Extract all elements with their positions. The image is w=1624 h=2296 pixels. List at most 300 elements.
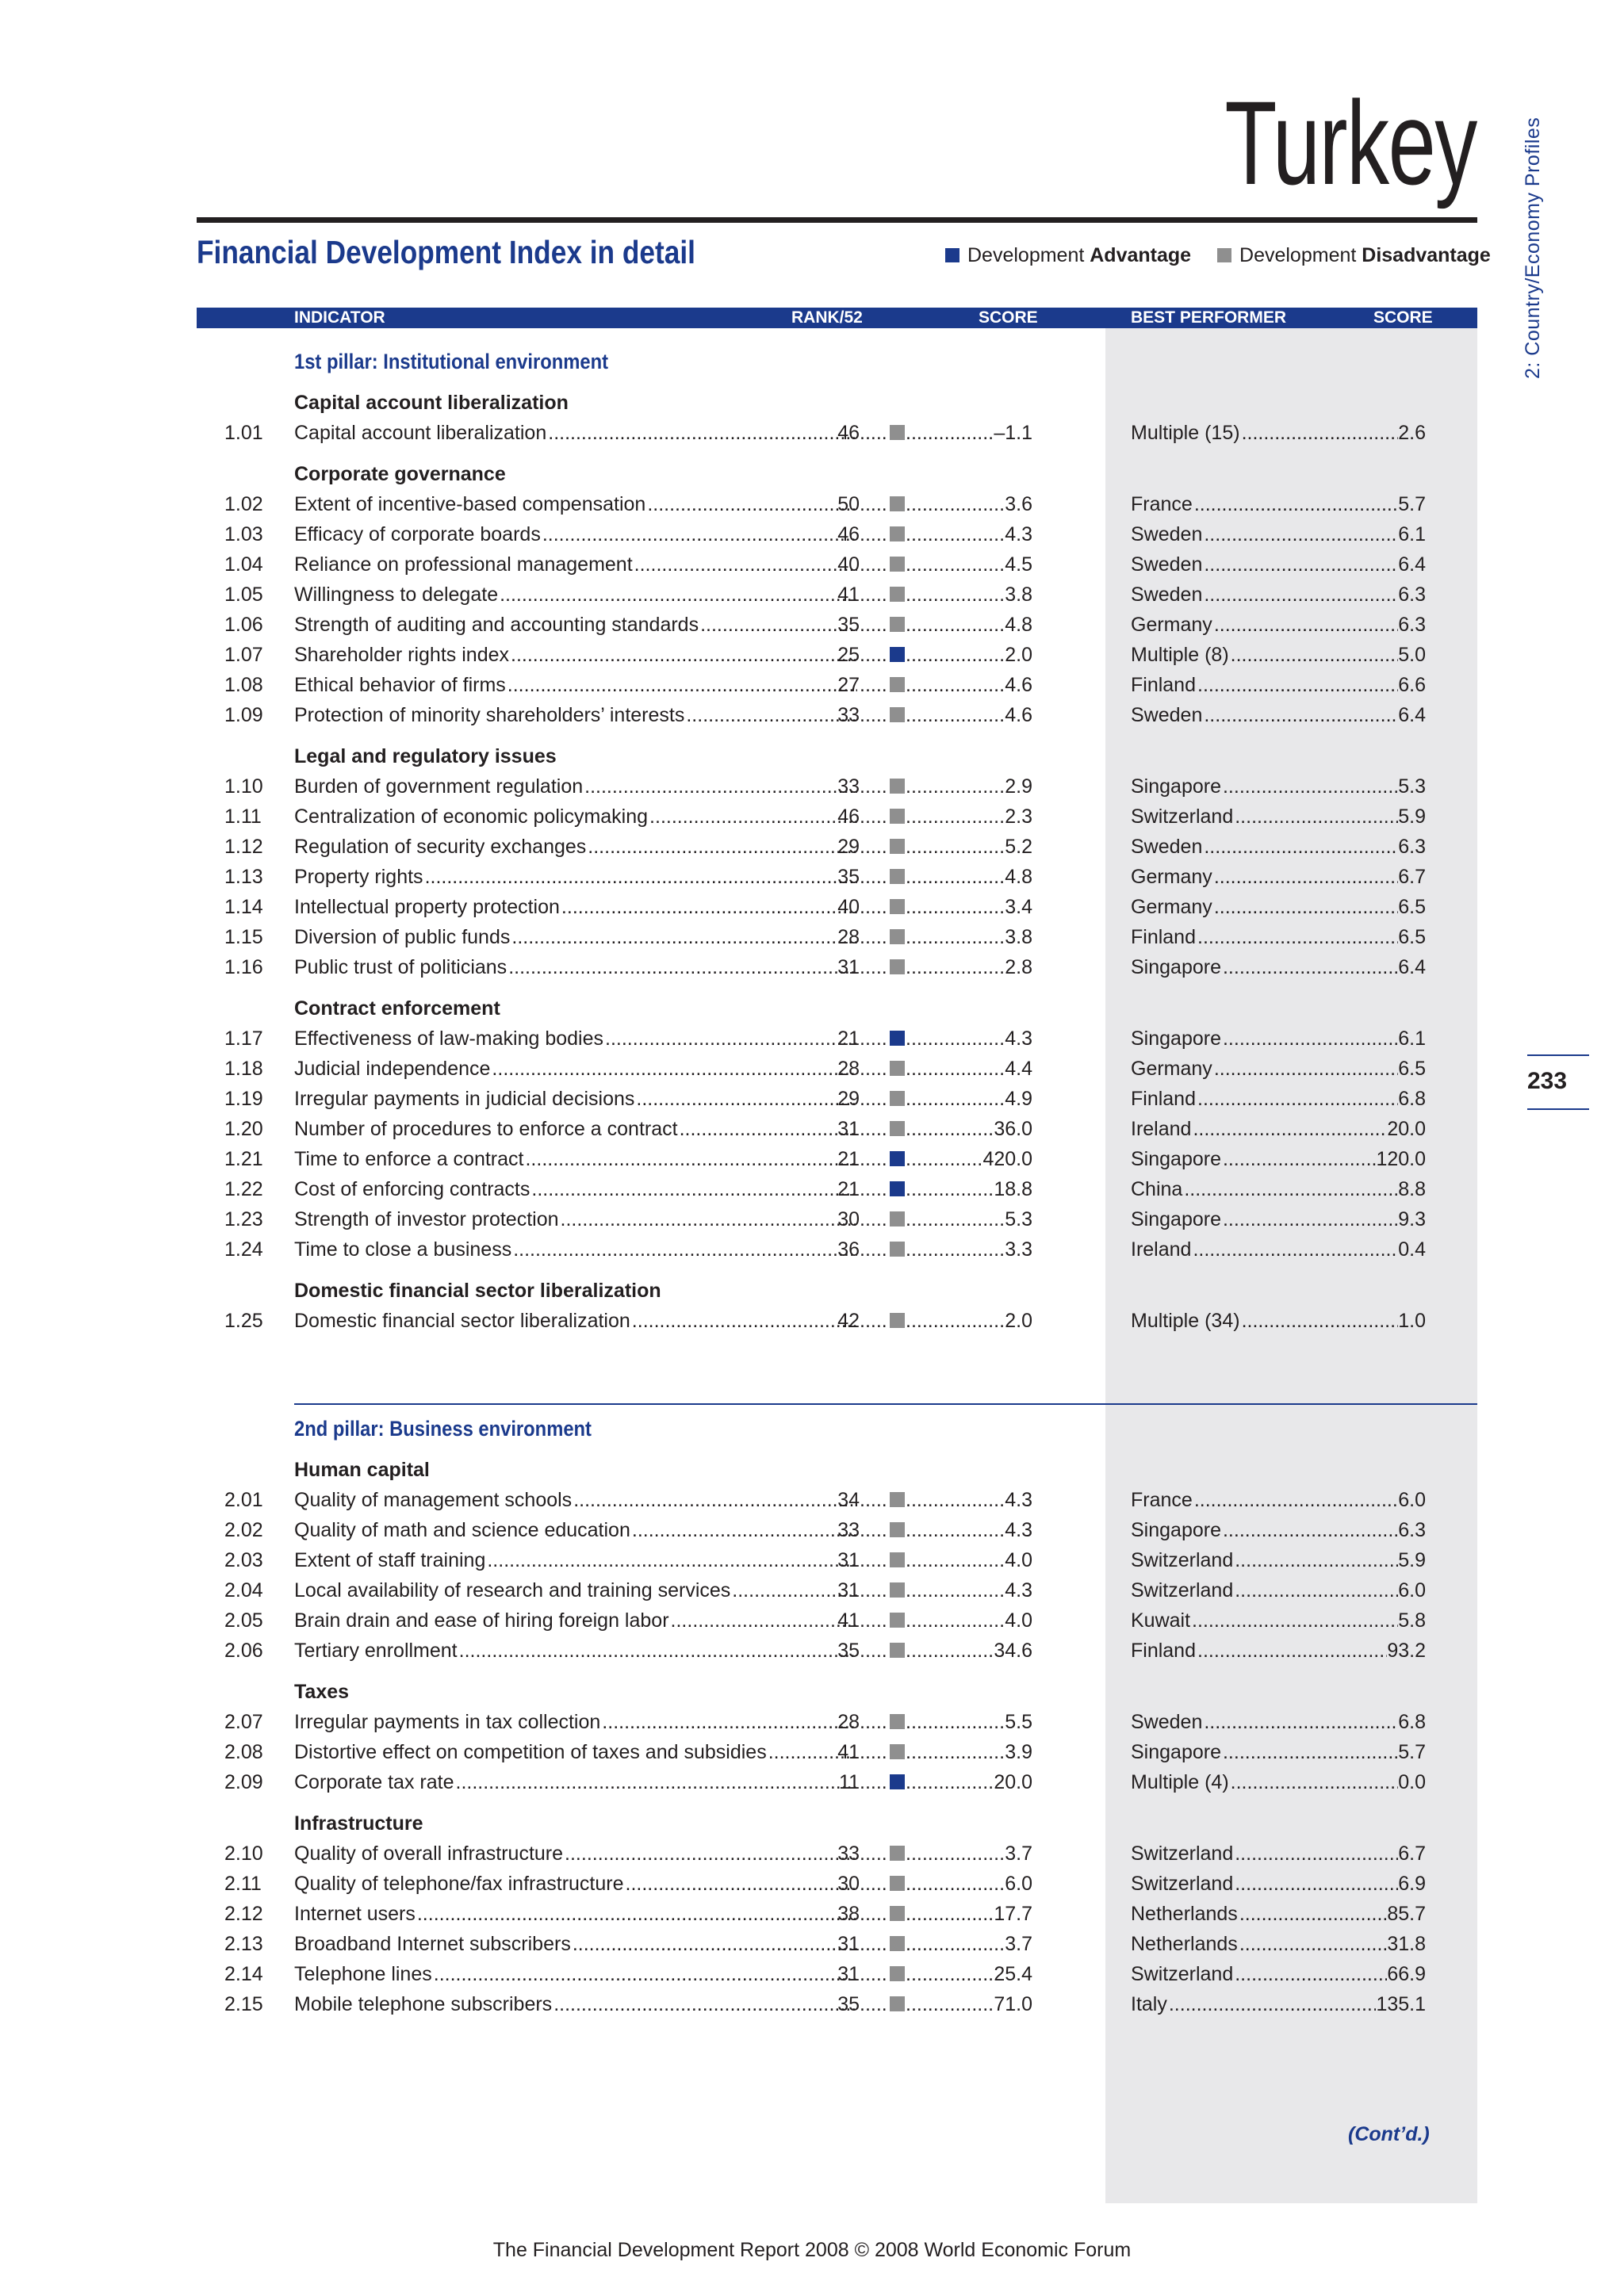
best-performer-score: 6.3 [1398,1519,1426,1541]
dot-leader [906,1546,1005,1575]
rank-value: 41 [837,584,860,606]
pillar-title: 1st pillar: Institutional environment [294,350,609,373]
dot-leader [1223,1738,1398,1766]
best-performer-name: Sweden [1131,704,1203,726]
country-title: Turkey [1224,76,1477,209]
best-performer-cell [1131,490,1426,519]
dot-leader [860,772,888,801]
disadvantage-square-icon [890,425,905,440]
dot-leader [860,832,888,861]
dot-leader [1235,1576,1398,1605]
best-performer-name: Sweden [1131,1711,1203,1733]
indicator-label: Local availability of research and training services [294,1579,731,1601]
indicator-number: 2.02 [224,1519,263,1541]
dot-leader [860,520,888,549]
indicator-label: Protection of minority shareholders’ interests [294,704,685,726]
best-performer-name: France [1131,1489,1193,1511]
indicator-label-leader [294,610,857,639]
dot-leader [573,1930,857,1958]
dot-leader [511,641,857,669]
table-row [0,1235,1624,1264]
indicator-label: Intellectual property protection [294,896,560,918]
dot-leader [605,1024,857,1053]
indicator-number: 1.21 [224,1148,263,1170]
indicator-number: 1.03 [224,523,263,545]
score-cell [906,863,1032,891]
score-value: 3.7 [1005,1843,1032,1865]
dot-leader [456,1768,858,1797]
best-performer-name: Singapore [1131,956,1221,978]
best-performer-cell [1131,1145,1426,1173]
rank-value: 21 [837,1148,860,1170]
best-performer-cell [1131,1576,1426,1605]
page-footer: The Financial Development Report 2008 © 2008 World Economic Forum [492,2239,1132,2261]
best-performer-cell [1131,1024,1426,1053]
table-row [0,1636,1624,1665]
best-performer-name: Finland [1131,926,1196,948]
best-performer-cell [1131,671,1426,699]
best-performer-cell [1131,419,1426,447]
best-performer-name: Singapore [1131,775,1221,798]
best-performer-name: Finland [1131,1640,1196,1662]
indicator-label: Shareholder rights index [294,644,509,666]
dot-leader [906,580,1005,609]
rank-value: 31 [837,1579,860,1601]
score-value: 6.0 [1005,1873,1032,1895]
best-performer-score: 6.4 [1398,553,1426,576]
best-performer-cell [1131,1869,1426,1898]
best-performer-score: 8.8 [1398,1178,1426,1200]
best-performer-cell [1131,1205,1426,1234]
score-value: 3.9 [1005,1741,1032,1763]
col-score: SCORE [979,308,1038,327]
group-title: Taxes [294,1681,350,1703]
indicator-label-leader [294,520,857,549]
dot-leader [860,1900,888,1928]
best-performer-score: 5.0 [1398,644,1426,666]
dot-leader [1184,1175,1398,1203]
indicator-number: 2.06 [224,1640,263,1662]
dot-leader [906,671,1005,699]
dot-leader [860,419,888,447]
dot-leader [860,1768,888,1797]
dot-leader [459,1636,857,1665]
dot-leader [906,802,1005,831]
best-performer-cell [1131,953,1426,982]
indicator-number: 2.03 [224,1549,263,1571]
disadvantage-square-icon [890,869,905,884]
dot-leader [906,1307,1005,1335]
best-performer-name: Switzerland [1131,1963,1234,1985]
indicator-label: Number of procedures to enforce a contract [294,1118,678,1140]
dot-leader [860,1516,888,1544]
best-performer-score: 6.0 [1398,1579,1426,1601]
dot-leader [906,490,1005,519]
best-performer-name: Germany [1131,896,1212,918]
dot-leader [860,1606,888,1635]
dot-leader [1204,580,1398,609]
dot-leader [1192,1606,1398,1635]
best-performer-name: Singapore [1131,1148,1221,1170]
rank-value: 30 [837,1873,860,1895]
best-performer-score: 5.9 [1398,1549,1426,1571]
best-performer-score: 6.1 [1398,1027,1426,1050]
group-title: Legal and regulatory issues [294,745,557,767]
indicator-label-leader [294,1960,857,1988]
indicator-label-leader [294,1205,857,1234]
table-row [0,1606,1624,1635]
dot-leader [906,772,1005,801]
indicator-label-leader [294,671,857,699]
indicator-label: Irregular payments in tax collection [294,1711,601,1733]
table-row [0,1768,1624,1797]
indicator-number: 1.22 [224,1178,263,1200]
dot-leader [588,832,857,861]
dot-leader [906,1606,1005,1635]
best-performer-name: Switzerland [1131,1873,1234,1895]
best-performer-cell [1131,1960,1426,1988]
table-row [0,1546,1624,1575]
score-cell [906,1930,1032,1958]
dot-leader [860,1869,888,1898]
indicator-label: Domestic financial sector liberalization [294,1310,630,1332]
score-cell [906,1115,1032,1143]
score-cell [906,1606,1032,1635]
disadvantage-square-icon [890,1091,905,1106]
score-value: 4.3 [1005,1489,1032,1511]
score-value: 5.3 [1005,1208,1032,1230]
disadvantage-square-icon [890,929,905,944]
score-cell [906,641,1032,669]
dot-leader [1231,1768,1399,1797]
dot-leader [1223,1516,1398,1544]
dot-leader [860,1636,888,1665]
indicator-number: 1.24 [224,1238,263,1261]
score-cell [906,1576,1032,1605]
dot-leader [487,1546,857,1575]
best-performer-name: France [1131,493,1193,515]
indicator-label-leader [294,1054,857,1083]
indicator-label-leader [294,1990,857,2019]
pillar-title: 2nd pillar: Business environment [294,1417,592,1441]
indicator-label: Internet users [294,1903,416,1925]
indicator-label: Time to close a business [294,1238,512,1261]
best-performer-name: Germany [1131,1058,1212,1080]
table-row [0,1115,1624,1143]
indicator-label-leader [294,1576,857,1605]
score-cell [906,1900,1032,1928]
score-cell [906,550,1032,579]
dot-leader [1197,923,1398,951]
disadvantage-square-icon [890,1242,905,1257]
table-row [0,1085,1624,1113]
best-performer-cell [1131,832,1426,861]
score-cell [906,1768,1032,1797]
dot-leader [508,671,857,699]
rank-value: 29 [837,836,860,858]
score-value: 71.0 [994,1993,1032,2015]
rank-value: 33 [837,775,860,798]
dot-leader [634,550,857,579]
disadvantage-square-icon [890,1876,905,1891]
indicator-number: 1.20 [224,1118,263,1140]
dot-leader [1223,1145,1376,1173]
best-performer-score: 1.0 [1398,1310,1426,1332]
best-performer-name: Netherlands [1131,1933,1238,1955]
best-performer-name: Singapore [1131,1027,1221,1050]
indicator-label-leader [294,1115,857,1143]
best-performer-score: 5.9 [1398,806,1426,828]
indicator-number: 1.05 [224,584,263,606]
group-title: Infrastructure [294,1812,423,1835]
score-value: 2.0 [1005,1310,1032,1332]
best-performer-cell [1131,1307,1426,1335]
indicator-number: 1.13 [224,866,263,888]
disadvantage-square-icon [890,1714,905,1729]
rank-value: 27 [837,674,860,696]
disadvantage-square-icon [890,1966,905,1981]
best-performer-name: Singapore [1131,1741,1221,1763]
dot-leader [860,701,888,729]
best-performer-cell [1131,1175,1426,1203]
best-performer-name: Sweden [1131,553,1203,576]
dot-leader [860,1576,888,1605]
best-performer-name: Switzerland [1131,806,1234,828]
best-performer-name: China [1131,1178,1183,1200]
group-title: Corporate governance [294,463,506,485]
dot-leader [680,1115,857,1143]
indicator-label-leader [294,1900,857,1928]
best-performer-cell [1131,1235,1426,1264]
table-row [0,1869,1624,1898]
best-performer-score: 85.7 [1387,1903,1426,1925]
dot-leader [860,802,888,831]
dot-leader [906,1205,1005,1234]
rank-value: 38 [837,1903,860,1925]
indicator-label-leader [294,580,857,609]
score-cell [906,610,1032,639]
score-value: 4.6 [1005,704,1032,726]
rank-value: 35 [837,866,860,888]
dot-leader [906,953,1005,982]
indicator-label-leader [294,1606,857,1635]
dot-leader [906,893,1005,921]
indicator-label-leader [294,1768,857,1797]
dot-leader [906,1175,994,1203]
dot-leader [860,1708,888,1736]
dot-leader [1242,1307,1399,1335]
disadvantage-square-icon [890,1061,905,1076]
indicator-number: 2.09 [224,1771,263,1793]
table-row [0,1839,1624,1868]
best-performer-cell [1131,1768,1426,1797]
score-cell [906,1516,1032,1544]
table-row [0,490,1624,519]
page-heading: Financial Development Index in detail [197,234,695,270]
indicator-number: 1.18 [224,1058,263,1080]
indicator-label-leader [294,953,857,982]
best-performer-cell [1131,1486,1426,1514]
score-cell [906,1839,1032,1868]
indicator-label: Strength of investor protection [294,1208,559,1230]
indicator-label: Broadband Internet subscribers [294,1933,571,1955]
indicator-label-leader [294,1085,857,1113]
score-cell [906,923,1032,951]
table-row [0,1960,1624,1988]
disadvantage-square-icon [890,1744,905,1759]
dot-leader [860,641,888,669]
best-performer-cell [1131,1738,1426,1766]
disadvantage-square-icon [890,1313,905,1328]
legend [945,242,1511,269]
indicator-number: 2.14 [224,1963,263,1985]
indicator-label-leader [294,772,857,801]
table-row [0,1175,1624,1203]
dot-leader [1223,772,1398,801]
page-number: 233 [1527,1068,1568,1094]
indicator-label: Public trust of politicians [294,956,508,978]
indicator-label: Centralization of economic policymaking [294,806,649,828]
dot-leader [906,1738,1005,1766]
score-value: 2.3 [1005,806,1032,828]
disadvantage-square-icon [890,1211,905,1226]
advantage-square-icon [945,248,959,262]
dot-leader [860,1738,888,1766]
score-value: 34.6 [994,1640,1032,1662]
dot-leader [1204,1708,1398,1736]
best-performer-score: 6.1 [1398,523,1426,545]
best-performer-cell [1131,923,1426,951]
score-value: 420.0 [982,1148,1032,1170]
best-performer-name: Ireland [1131,1238,1192,1261]
dot-leader [1197,671,1398,699]
group-title: Contract enforcement [294,997,500,1020]
best-performer-name: Sweden [1131,584,1203,606]
score-cell [906,893,1032,921]
indicator-label-leader [294,802,857,831]
dot-leader [1204,550,1398,579]
indicator-label-leader [294,1486,857,1514]
table-row [0,1205,1624,1234]
best-performer-score: 5.7 [1398,493,1426,515]
indicator-label: Quality of math and science education [294,1519,630,1541]
section-side-label: 2: Country/Economy Profiles [1522,117,1544,379]
dot-leader [513,1235,857,1264]
indicator-label: Tertiary enrollment [294,1640,458,1662]
dot-leader [1235,1546,1398,1575]
indicator-label: Corporate tax rate [294,1771,454,1793]
table-row [0,1930,1624,1958]
disadvantage-square-icon [890,707,905,722]
dot-leader [649,802,857,831]
dot-leader [1231,641,1399,669]
dot-leader [906,641,1005,669]
best-performer-cell [1131,1930,1426,1958]
score-value: 3.8 [1005,926,1032,948]
indicator-label-leader [294,863,857,891]
indicator-label: Extent of staff training [294,1549,486,1571]
indicator-number: 2.15 [224,1993,263,2015]
best-performer-score: 0.0 [1398,1771,1426,1793]
disadvantage-square-icon [1217,248,1231,262]
rank-value: 28 [837,1711,860,1733]
table-row [0,1024,1624,1053]
score-value: 4.8 [1005,866,1032,888]
score-value: 3.7 [1005,1933,1032,1955]
score-cell [906,1235,1032,1264]
dot-leader [1223,953,1398,982]
dot-leader [434,1960,857,1988]
indicator-number: 1.14 [224,896,263,918]
score-cell [906,1024,1032,1053]
dot-leader [1235,1960,1387,1988]
dot-leader [1193,1115,1387,1143]
rank-value: 33 [837,1519,860,1541]
best-performer-name: Sweden [1131,836,1203,858]
col-rank: RANK/52 [791,308,863,327]
best-performer-name: Singapore [1131,1208,1221,1230]
legend-advantage-prefix: Development [967,244,1090,266]
table-row [0,832,1624,861]
score-value: 4.8 [1005,614,1032,636]
table-row [0,802,1624,831]
dot-leader [1204,832,1398,861]
dot-leader [906,1768,994,1797]
dot-leader [906,1085,1005,1113]
dot-leader [508,953,857,982]
dot-leader [1235,802,1398,831]
table-row [0,1990,1624,2019]
dot-leader [860,1486,888,1514]
best-performer-score: 6.8 [1398,1088,1426,1110]
legend-disadvantage-prefix: Development [1239,244,1362,266]
disadvantage-square-icon [890,899,905,914]
dot-leader [1197,1085,1398,1113]
disadvantage-square-icon [890,1552,905,1567]
advantage-square-icon [890,1774,905,1789]
table-row [0,1054,1624,1083]
dot-leader [860,893,888,921]
rank-value: 33 [837,704,860,726]
best-performer-cell [1131,701,1426,729]
best-performer-cell [1131,1900,1426,1928]
rank-value: 40 [837,896,860,918]
best-performer-name: Switzerland [1131,1549,1234,1571]
score-cell [906,701,1032,729]
indicator-number: 1.17 [224,1027,263,1050]
indicator-number: 1.11 [224,806,262,828]
indicator-label-leader [294,1175,857,1203]
best-performer-cell [1131,893,1426,921]
score-value: 4.3 [1005,1027,1032,1050]
dot-leader [632,1307,857,1335]
best-performer-cell [1131,1839,1426,1868]
dot-leader [860,671,888,699]
score-value: 4.0 [1005,1609,1032,1632]
indicator-label: Quality of overall infrastructure [294,1843,564,1865]
table-row [0,610,1624,639]
rank-value: 29 [837,1088,860,1110]
dot-leader [860,1960,888,1988]
advantage-square-icon [890,1031,905,1046]
dot-leader [860,1839,888,1868]
disadvantage-square-icon [890,1121,905,1136]
table-row [0,701,1624,729]
dot-leader [860,1085,888,1113]
indicator-label: Burden of government regulation [294,775,584,798]
indicator-number: 1.09 [224,704,263,726]
best-performer-score: 6.0 [1398,1489,1426,1511]
